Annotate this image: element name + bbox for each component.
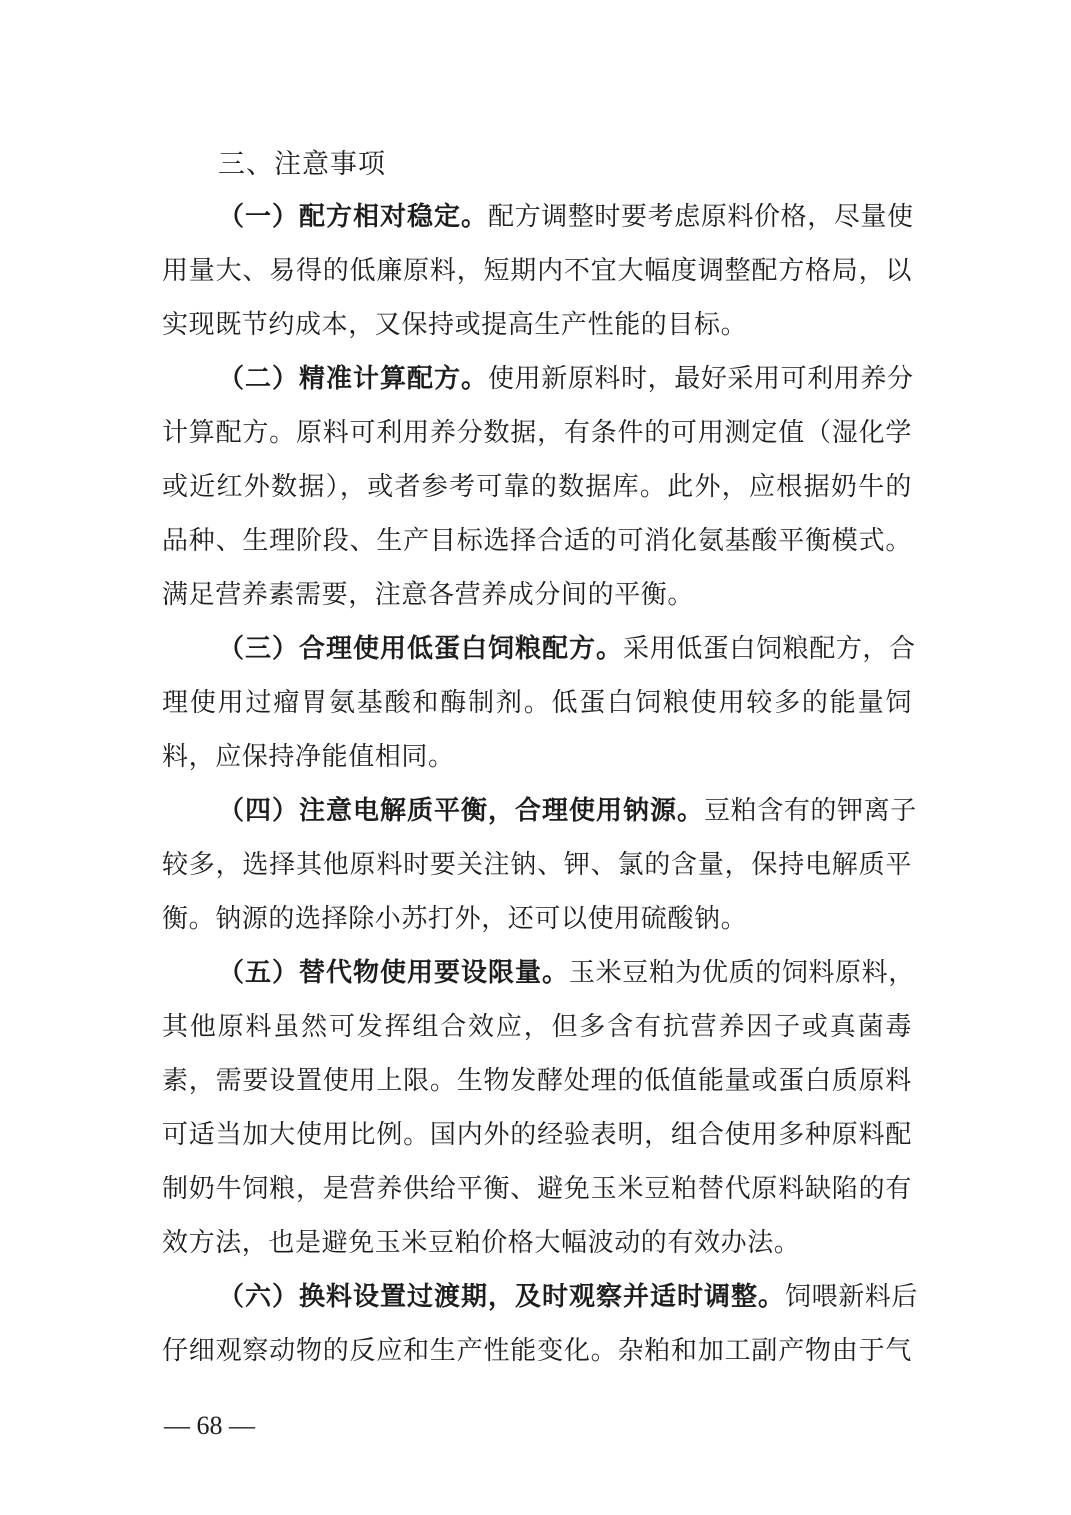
paragraph-2	[162, 352, 912, 622]
paragraph-3	[162, 622, 916, 784]
paragraph-title: （四）注意电解质平衡，合理使用钠源。	[218, 796, 705, 826]
paragraph-line: 衡。钠源的选择除小苏打外，还可以使用硫酸钠。	[162, 904, 748, 934]
paragraph-line: 仔细观察动物的反应和生产性能变化。杂粕和加工副产物由于气	[162, 1336, 912, 1366]
paragraph-line: （二）精准计算配方。使用新原料时，最好采用可利用养分	[218, 364, 914, 394]
paragraph-line: 理使用过瘤胃氨基酸和酶制剂。低蛋白饲粮使用较多的能量饲	[162, 688, 912, 718]
paragraph-line: 实现既节约成本，又保持或提高生产性能的目标。	[162, 310, 748, 340]
paragraph-title: （三）合理使用低蛋白饲粮配方。	[218, 634, 624, 664]
paragraph-1	[162, 190, 912, 352]
paragraph-6	[162, 1270, 919, 1378]
paragraph-line: 料，应保持净能值相同。	[162, 742, 455, 772]
paragraph-line: 较多，选择其他原料时要关注钠、钾、氯的含量，保持电解质平	[162, 850, 912, 880]
paragraph-line: 效方法，也是避免玉米豆粕价格大幅波动的有效办法。	[162, 1228, 801, 1258]
paragraph-title: （五）替代物使用要设限量。	[218, 958, 570, 988]
paragraph-title: （二）精准计算配方。	[218, 364, 489, 394]
paragraph-5	[162, 946, 915, 1270]
paragraph-title: （一）配方相对稳定。	[218, 202, 489, 232]
paragraph-line: （五）替代物使用要设限量。玉米豆粕为优质的饲料原料，	[218, 958, 915, 988]
paragraph-line: 素，需要设置使用上限。生物发酵处理的低值能量或蛋白质原料	[162, 1066, 912, 1096]
paragraph-line: 或近红外数据），或者参考可靠的数据库。此外，应根据奶牛的	[162, 472, 912, 502]
paragraph-line: 满足营养素需要，注意各营养成分间的平衡。	[162, 580, 695, 610]
paragraph-line: 用量大、易得的低廉原料，短期内不宜大幅度调整配方格局，以	[162, 256, 912, 286]
paragraph-4	[162, 784, 917, 946]
paragraph-line: 制奶牛饲粮，是营养供给平衡、避免玉米豆粕替代原料缺陷的有	[162, 1174, 912, 1204]
paragraph-line: 品种、生理阶段、生产目标选择合适的可消化氨基酸平衡模式。	[162, 526, 912, 556]
paragraph-line: 其他原料虽然可发挥组合效应，但多含有抗营养因子或真菌毒	[162, 1012, 912, 1042]
page-number: — 68 —	[164, 1411, 255, 1440]
paragraph-line: （一）配方相对稳定。配方调整时要考虑原料价格，尽量使	[218, 202, 914, 232]
paragraph-line: （三）合理使用低蛋白饲粮配方。采用低蛋白饲粮配方，合	[218, 634, 916, 664]
paragraph-line: 计算配方。原料可利用养分数据，有条件的可用测定值（湿化学	[162, 418, 912, 448]
paragraph-line: （六）换料设置过渡期，及时观察并适时调整。饲喂新料后	[218, 1282, 919, 1312]
paragraph-line: 可适当加大使用比例。国内外的经验表明，组合使用多种原料配	[162, 1120, 912, 1150]
paragraph-line: （四）注意电解质平衡，合理使用钠源。豆粕含有的钾离子	[218, 796, 917, 826]
paragraph-title: （六）换料设置过渡期，及时观察并适时调整。	[218, 1282, 786, 1312]
section-heading: 三、注意事项	[218, 149, 386, 180]
